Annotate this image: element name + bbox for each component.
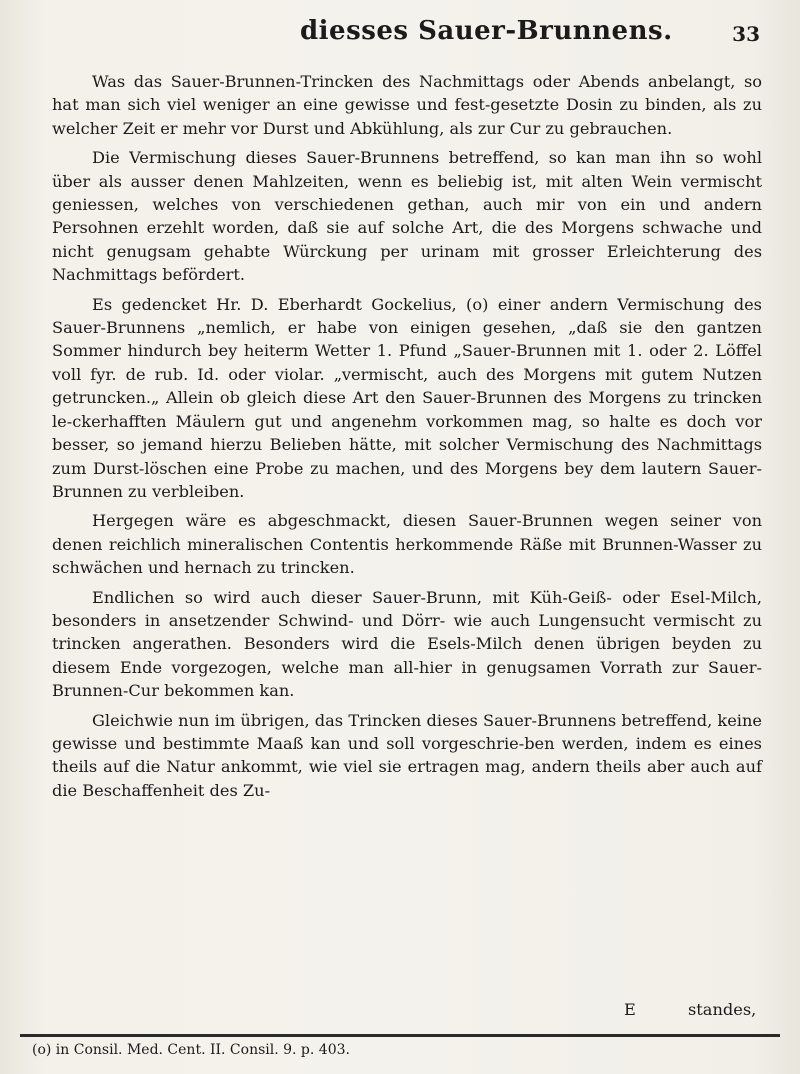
running-head: diesses Sauer-Brunnens. <box>300 16 673 46</box>
paragraph: Es gedencket Hr. D. Eberhardt Gockelius, (o) einer andern Vermischung des Sauer-Brunnens „nemlich, er habe von einigen gesehen, „daß sie den gantzen Sommer hindurch bey heiterm Wetter 1. Pfund „Sauer-Brunnen mit 1. oder 2. Löffel voll fyr. de rub. Id. oder violar. „vermischt, auch des Morgens mit gutem Nutzen getruncken.„ Allein ob gleich diese Art den Sauer-Brunnen des Morgens zu trincken le-ckerhafften Mäulern gut und angenehm vorkommen mag, so halte es doch vor besser, so jemand hierzu Belieben hätte, mit solcher Vermischung des Nachmittags zum Durst-löschen eine Probe zu machen, und des Morgens bey dem lautern Sauer-Brunnen zu verbleiben. <box>52 294 762 501</box>
paragraph: Die Vermischung dieses Sauer-Brunnens betreffend, so kan man ihn so wohl über als ausser denen Mahlzeiten, wenn es beliebig ist, mit alten Wein vermischt geniessen, welches von verschiedenen gethan, auch mir von ein und andern Persohnen erzehlt worden, daß sie auf solche Art, die des Morgens schwache und nicht genugsam gehabte Würckung per urinam mit grosser Erleichterung des Nachmittags befördert. <box>52 148 762 285</box>
footnote-divider <box>20 1034 780 1037</box>
catchword: standes, <box>688 1000 757 1019</box>
page-header <box>0 12 800 52</box>
footnote: (o) in Consil. Med. Cent. II. Consil. 9. p. 403. <box>32 1042 350 1058</box>
paragraph: Gleichwie nun im übrigen, das Trincken dieses Sauer-Brunnens betreffend, keine gewisse und bestimmte Maaß kan und soll vorgeschrie-ben werden, indem es eines theils auf die Natur ankommt, wie viel sie ertragen mag, andern theils aber auch auf die Beschaffenheit des Zu- <box>52 710 762 800</box>
paragraph: Was das Sauer-Brunnen-Trincken des Nachmittags oder Abends anbelangt, so hat man sich viel weniger an eine gewisse und fest-gesetzte Dosin zu binden, als zu welcher Zeit er mehr vor Durst und Abkühlung, als zur Cur zu gebrauchen. <box>52 72 762 138</box>
paragraph: Endlichen so wird auch dieser Sauer-Brunn, mit Küh-Geiß- oder Esel-Milch, besonders in ansetzender Schwind- und Dörr- wie auch Lungensucht vermischt zu trincken angerathen. Besonders wird die Esels-Milch denen übrigen beyden zu diesem Ende vorgezogen, welche man all-hier in genugsamen Vorrath zur Sauer-Brunnen-Cur bekommen kan. <box>52 587 762 701</box>
page-number: 33 <box>732 22 760 46</box>
paragraph: Hergegen wäre es abgeschmackt, diesen Sauer-Brunnen wegen seiner von denen reichlich mineralischen Contentis herkommende Räße mit Brunnen-Wasser zu schwächen und hernach zu trincken. <box>52 511 762 578</box>
signature-mark: E <box>624 1000 636 1019</box>
body-text <box>52 70 762 808</box>
